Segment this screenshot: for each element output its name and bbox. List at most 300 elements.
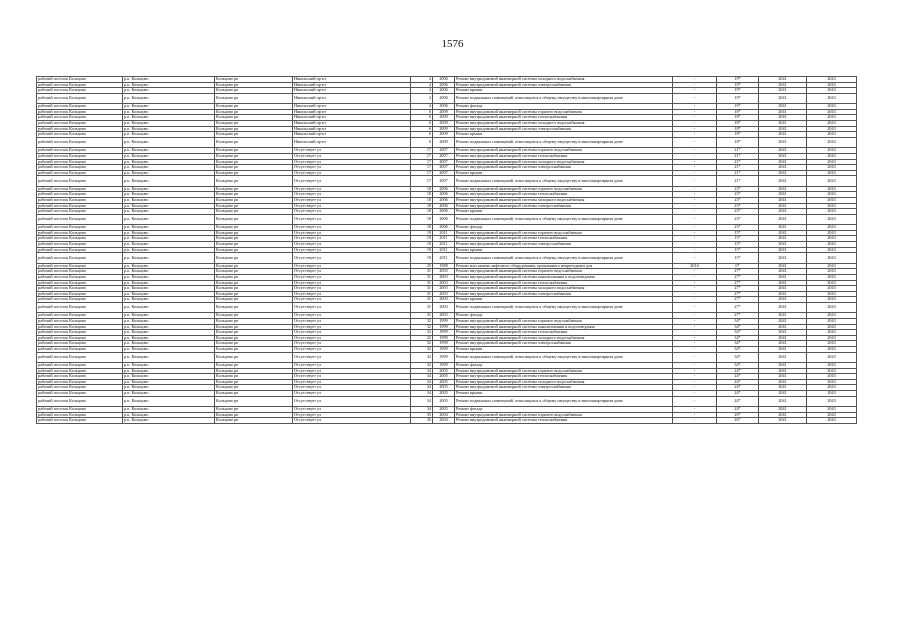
lift-year-cell: - (673, 104, 717, 110)
build-year-cell: 2003 (433, 313, 455, 319)
build-year-cell: 2011 (433, 247, 455, 253)
street-cell: Отсутствует ул (293, 324, 411, 330)
settlement-cell: р.п. Кольцово (123, 269, 215, 275)
plan-start-cell: 2041 (759, 263, 807, 269)
lift-year-cell: - (673, 225, 717, 231)
plan-start-cell: 2041 (759, 93, 807, 104)
municipality-cell: рабочий поселок Кольцово (37, 93, 123, 104)
wear-cell: 34* (717, 324, 759, 330)
municipality-cell: рабочий поселок Кольцово (37, 225, 123, 231)
lift-year-cell: - (673, 93, 717, 104)
wear-cell: 23* (717, 214, 759, 225)
house-number-cell: 32 (411, 352, 433, 363)
locality-cell: Кольцово рп (215, 214, 293, 225)
plan-end-cell: 2043 (807, 230, 857, 236)
wear-cell: 26* (717, 412, 759, 418)
locality-cell: Кольцово рп (215, 324, 293, 330)
lift-year-cell: - (673, 115, 717, 121)
street-cell: Отсутствует ул (293, 341, 411, 347)
plan-end-cell: 2043 (807, 274, 857, 280)
plan-start-cell: 2041 (759, 291, 807, 297)
plan-end-cell: 2043 (807, 126, 857, 132)
locality-cell: Кольцово рп (215, 269, 293, 275)
house-number-cell: 18 (411, 198, 433, 204)
table-row (37, 253, 857, 264)
build-year-cell: 2009 (433, 132, 455, 138)
locality-cell: Кольцово рп (215, 186, 293, 192)
locality-cell: Кольцово рп (215, 313, 293, 319)
wear-cell: 15* (717, 236, 759, 242)
house-number-cell: 4 (411, 104, 433, 110)
wear-cell: 34* (717, 319, 759, 325)
municipality-cell: рабочий поселок Кольцово (37, 302, 123, 313)
work-type-cell: Ремонт внутридомовой инженерной системы канализования и водоотведения (455, 324, 673, 330)
plan-end-cell: 2043 (807, 170, 857, 176)
build-year-cell: 2011 (433, 236, 455, 242)
street-cell: Никольский пр-кт (293, 93, 411, 104)
lift-year-cell: - (673, 159, 717, 165)
build-year-cell: 2004 (433, 412, 455, 418)
build-year-cell: 2006 (433, 198, 455, 204)
municipality-cell: рабочий поселок Кольцово (37, 363, 123, 369)
street-cell: Отсутствует ул (293, 214, 411, 225)
locality-cell: Кольцово рп (215, 236, 293, 242)
locality-cell: Кольцово рп (215, 88, 293, 94)
locality-cell: Кольцово рп (215, 418, 293, 424)
municipality-cell: рабочий поселок Кольцово (37, 374, 123, 380)
house-number-cell: 17 (411, 159, 433, 165)
plan-end-cell: 2043 (807, 363, 857, 369)
build-year-cell: 1999 (433, 352, 455, 363)
build-year-cell: 2005 (433, 396, 455, 407)
municipality-cell: рабочий поселок Кольцово (37, 346, 123, 352)
wear-cell: 19* (717, 77, 759, 83)
settlement-cell: р.п. Кольцово (123, 153, 215, 159)
lift-year-cell: - (673, 379, 717, 385)
settlement-cell: р.п. Кольцово (123, 418, 215, 424)
wear-cell: 19* (717, 88, 759, 94)
work-type-cell: Ремонт крыши (455, 346, 673, 352)
plan-end-cell: 2043 (807, 335, 857, 341)
work-type-cell: Ремонт крыши (455, 209, 673, 215)
build-year-cell: 1988 (433, 263, 455, 269)
settlement-cell: р.п. Кольцово (123, 242, 215, 248)
work-type-cell: Ремонт внутридомовой инженерной системы теплоснабжения (455, 192, 673, 198)
table-row (37, 137, 857, 148)
lift-year-cell: - (673, 330, 717, 336)
lift-year-cell: - (673, 335, 717, 341)
plan-end-cell: 2043 (807, 253, 857, 264)
plan-start-cell: 2041 (759, 137, 807, 148)
work-type-cell: Ремонт внутридомовой инженерной системы электроснабжения (455, 165, 673, 171)
work-type-cell: Ремонт внутридомовой инженерной системы холодного водоснабжения (455, 335, 673, 341)
settlement-cell: р.п. Кольцово (123, 192, 215, 198)
lift-year-cell: - (673, 247, 717, 253)
street-cell: Никольский пр-кт (293, 82, 411, 88)
work-type-cell: Ремонт крыши (455, 132, 673, 138)
settlement-cell: р.п. Кольцово (123, 363, 215, 369)
work-type-cell: Ремонт внутридомовой инженерной системы электроснабжения (455, 203, 673, 209)
lift-year-cell: - (673, 302, 717, 313)
street-cell: Отсутствует ул (293, 253, 411, 264)
house-number-cell: 31 (411, 269, 433, 275)
page-number: 1576 (441, 38, 464, 50)
lift-year-cell: - (673, 77, 717, 83)
work-type-cell: Ремонт фасада (455, 225, 673, 231)
house-number-cell: 6 (411, 126, 433, 132)
wear-cell: 24* (717, 374, 759, 380)
house-number-cell: 17 (411, 176, 433, 187)
work-type-cell: Ремонт внутридомовой инженерной системы горячего водоснабжения (455, 269, 673, 275)
settlement-cell: р.п. Кольцово (123, 186, 215, 192)
house-number-cell: 34 (411, 385, 433, 391)
work-type-cell: Ремонт подвальных помещений, относящихся к общему имуществу в многоквартирном доме (455, 93, 673, 104)
municipality-cell: рабочий поселок Кольцово (37, 286, 123, 292)
house-number-cell: 32 (411, 319, 433, 325)
settlement-cell: р.п. Кольцово (123, 253, 215, 264)
lift-year-cell: - (673, 363, 717, 369)
settlement-cell: р.п. Кольцово (123, 126, 215, 132)
plan-start-cell: 2041 (759, 407, 807, 413)
settlement-cell: р.п. Кольцово (123, 297, 215, 303)
street-cell: Никольский пр-кт (293, 121, 411, 127)
build-year-cell: 1999 (433, 319, 455, 325)
build-year-cell: 2011 (433, 253, 455, 264)
repair-schedule-table-container (36, 76, 856, 424)
build-year-cell: 2004 (433, 418, 455, 424)
plan-end-cell: 2043 (807, 391, 857, 397)
settlement-cell: р.п. Кольцово (123, 396, 215, 407)
plan-start-cell: 2041 (759, 186, 807, 192)
locality-cell: Кольцово рп (215, 132, 293, 138)
build-year-cell: 2003 (433, 269, 455, 275)
locality-cell: Кольцово рп (215, 104, 293, 110)
build-year-cell: 2006 (433, 203, 455, 209)
work-type-cell: Ремонт внутридомовой инженерной системы холодного водоснабжения (455, 286, 673, 292)
locality-cell: Кольцово рп (215, 274, 293, 280)
wear-cell: 21* (717, 153, 759, 159)
wear-cell: 24* (717, 391, 759, 397)
build-year-cell: 2003 (433, 302, 455, 313)
plan-end-cell: 2043 (807, 418, 857, 424)
work-type-cell: Ремонт внутридомовой инженерной системы холодного водоснабжения (455, 379, 673, 385)
build-year-cell: 2007 (433, 148, 455, 154)
house-number-cell: 32 (411, 363, 433, 369)
wear-cell: 34* (717, 346, 759, 352)
municipality-cell: рабочий поселок Кольцово (37, 352, 123, 363)
work-type-cell: Ремонт подвальных помещений, относящихся к общему имуществу в многоквартирном доме (455, 396, 673, 407)
house-number-cell: 31 (411, 302, 433, 313)
build-year-cell: 2009 (433, 115, 455, 121)
wear-cell: 18* (717, 115, 759, 121)
plan-start-cell: 2041 (759, 374, 807, 380)
street-cell: Никольский пр-кт (293, 115, 411, 121)
settlement-cell: р.п. Кольцово (123, 341, 215, 347)
locality-cell: Кольцово рп (215, 352, 293, 363)
wear-cell: 15* (717, 253, 759, 264)
locality-cell: Кольцово рп (215, 263, 293, 269)
plan-end-cell: 2043 (807, 203, 857, 209)
plan-start-cell: 2041 (759, 126, 807, 132)
work-type-cell: Ремонт крыши (455, 297, 673, 303)
municipality-cell: рабочий поселок Кольцово (37, 418, 123, 424)
work-type-cell: Ремонт внутридомовой инженерной системы электроснабжения (455, 242, 673, 248)
wear-cell: 27* (717, 269, 759, 275)
settlement-cell: р.п. Кольцово (123, 88, 215, 94)
street-cell: Отсутствует ул (293, 203, 411, 209)
plan-start-cell: 2041 (759, 77, 807, 83)
lift-year-cell: - (673, 385, 717, 391)
locality-cell: Кольцово рп (215, 176, 293, 187)
lift-year-cell: - (673, 121, 717, 127)
work-type-cell: Ремонт внутридомовой инженерной системы теплоснабжения (455, 330, 673, 336)
settlement-cell: р.п. Кольцово (123, 302, 215, 313)
plan-end-cell: 2043 (807, 192, 857, 198)
street-cell: Отсутствует ул (293, 274, 411, 280)
plan-start-cell: 2041 (759, 352, 807, 363)
street-cell: Отсутствует ул (293, 170, 411, 176)
municipality-cell: рабочий поселок Кольцово (37, 385, 123, 391)
locality-cell: Кольцово рп (215, 126, 293, 132)
lift-year-cell: - (673, 291, 717, 297)
house-number-cell: 18 (411, 203, 433, 209)
locality-cell: Кольцово рп (215, 391, 293, 397)
build-year-cell: 2009 (433, 121, 455, 127)
locality-cell: Кольцово рп (215, 368, 293, 374)
plan-end-cell: 2043 (807, 302, 857, 313)
locality-cell: Кольцово рп (215, 242, 293, 248)
municipality-cell: рабочий поселок Кольцово (37, 269, 123, 275)
street-cell: Отсутствует ул (293, 263, 411, 269)
build-year-cell: 2006 (433, 104, 455, 110)
work-type-cell: Ремонт внутридомовой инженерной системы холодного водоснабжения (455, 77, 673, 83)
build-year-cell: 2005 (433, 391, 455, 397)
build-year-cell: 2005 (433, 374, 455, 380)
house-number-cell: 34 (411, 368, 433, 374)
house-number-cell: 4 (411, 77, 433, 83)
plan-end-cell: 2043 (807, 104, 857, 110)
plan-start-cell: 2041 (759, 391, 807, 397)
house-number-cell: 31 (411, 291, 433, 297)
street-cell: Отсутствует ул (293, 247, 411, 253)
build-year-cell: 2009 (433, 137, 455, 148)
street-cell: Отсутствует ул (293, 385, 411, 391)
plan-end-cell: 2043 (807, 313, 857, 319)
house-number-cell: 25 (411, 263, 433, 269)
plan-start-cell: 2041 (759, 286, 807, 292)
wear-cell: 24* (717, 396, 759, 407)
plan-end-cell: 2043 (807, 209, 857, 215)
street-cell: Отсутствует ул (293, 291, 411, 297)
house-number-cell: 17 (411, 170, 433, 176)
build-year-cell: 2005 (433, 385, 455, 391)
work-type-cell: Ремонт или замена лифтового оборудования, признанного непригодным для (455, 263, 673, 269)
house-number-cell: 19 (411, 242, 433, 248)
plan-end-cell: 2043 (807, 77, 857, 83)
work-type-cell: Ремонт внутридомовой инженерной системы холодного водоснабжения (455, 159, 673, 165)
lift-year-cell: - (673, 407, 717, 413)
work-type-cell: Ремонт внутридомовой инженерной системы теплоснабжения (455, 236, 673, 242)
work-type-cell: Ремонт подвальных помещений, относящихся к общему имуществу в многоквартирном доме (455, 137, 673, 148)
work-type-cell: Ремонт внутридомовой инженерной системы электроснабжения (455, 82, 673, 88)
settlement-cell: р.п. Кольцово (123, 291, 215, 297)
plan-start-cell: 2041 (759, 346, 807, 352)
plan-end-cell: 2043 (807, 286, 857, 292)
municipality-cell: рабочий поселок Кольцово (37, 368, 123, 374)
work-type-cell: Ремонт фасада (455, 363, 673, 369)
build-year-cell: 2005 (433, 368, 455, 374)
locality-cell: Кольцово рп (215, 230, 293, 236)
plan-end-cell: 2043 (807, 137, 857, 148)
street-cell: Отсутствует ул (293, 335, 411, 341)
street-cell: Отсутствует ул (293, 391, 411, 397)
wear-cell: 24* (717, 379, 759, 385)
wear-cell: 21* (717, 159, 759, 165)
lift-year-cell: 2016 (673, 263, 717, 269)
wear-cell: 34* (717, 363, 759, 369)
street-cell: Никольский пр-кт (293, 137, 411, 148)
plan-start-cell: 2041 (759, 109, 807, 115)
street-cell: Отсутствует ул (293, 198, 411, 204)
house-number-cell: 6 (411, 137, 433, 148)
work-type-cell: Ремонт внутридомовой инженерной системы горячего водоснабжения (455, 148, 673, 154)
house-number-cell: 19 (411, 253, 433, 264)
work-type-cell: Ремонт подвальных помещений, относящихся к общему имуществу в многоквартирном доме (455, 176, 673, 187)
locality-cell: Кольцово рп (215, 346, 293, 352)
wear-cell: 34* (717, 330, 759, 336)
plan-start-cell: 2041 (759, 82, 807, 88)
locality-cell: Кольцово рп (215, 165, 293, 171)
plan-end-cell: 2043 (807, 148, 857, 154)
lift-year-cell: - (673, 269, 717, 275)
settlement-cell: р.п. Кольцово (123, 170, 215, 176)
street-cell: Отсутствует ул (293, 176, 411, 187)
street-cell: Отсутствует ул (293, 148, 411, 154)
work-type-cell: Ремонт крыши (455, 170, 673, 176)
settlement-cell: р.п. Кольцово (123, 374, 215, 380)
locality-cell: Кольцово рп (215, 148, 293, 154)
work-type-cell: Ремонт внутридомовой инженерной системы холодного водоснабжения (455, 198, 673, 204)
municipality-cell: рабочий поселок Кольцово (37, 192, 123, 198)
lift-year-cell: - (673, 198, 717, 204)
municipality-cell: рабочий поселок Кольцово (37, 209, 123, 215)
house-number-cell: 6 (411, 121, 433, 127)
plan-start-cell: 2041 (759, 335, 807, 341)
wear-cell: 27* (717, 291, 759, 297)
lift-year-cell: - (673, 203, 717, 209)
plan-end-cell: 2043 (807, 247, 857, 253)
settlement-cell: р.п. Кольцово (123, 407, 215, 413)
wear-cell: 23* (717, 186, 759, 192)
lift-year-cell: - (673, 352, 717, 363)
settlement-cell: р.п. Кольцово (123, 230, 215, 236)
locality-cell: Кольцово рп (215, 374, 293, 380)
settlement-cell: р.п. Кольцово (123, 391, 215, 397)
work-type-cell: Ремонт фасада (455, 407, 673, 413)
locality-cell: Кольцово рп (215, 280, 293, 286)
plan-end-cell: 2043 (807, 324, 857, 330)
table-row (37, 176, 857, 187)
locality-cell: Кольцово рп (215, 192, 293, 198)
build-year-cell: 2006 (433, 214, 455, 225)
municipality-cell: рабочий поселок Кольцово (37, 242, 123, 248)
build-year-cell: 2009 (433, 109, 455, 115)
plan-end-cell: 2043 (807, 165, 857, 171)
plan-end-cell: 2043 (807, 153, 857, 159)
street-cell: Отсутствует ул (293, 379, 411, 385)
locality-cell: Кольцово рп (215, 247, 293, 253)
work-type-cell: Ремонт внутридомовой инженерной системы горячего водоснабжения (455, 319, 673, 325)
house-number-cell: 34 (411, 407, 433, 413)
locality-cell: Кольцово рп (215, 286, 293, 292)
lift-year-cell: - (673, 137, 717, 148)
build-year-cell: 2003 (433, 280, 455, 286)
build-year-cell: 2009 (433, 126, 455, 132)
plan-start-cell: 2041 (759, 396, 807, 407)
municipality-cell: рабочий поселок Кольцово (37, 236, 123, 242)
locality-cell: Кольцово рп (215, 153, 293, 159)
house-number-cell: 34 (411, 379, 433, 385)
build-year-cell: 2006 (433, 209, 455, 215)
street-cell: Никольский пр-кт (293, 126, 411, 132)
build-year-cell: 2006 (433, 225, 455, 231)
plan-end-cell: 2043 (807, 330, 857, 336)
street-cell: Отсутствует ул (293, 352, 411, 363)
settlement-cell: р.п. Кольцово (123, 93, 215, 104)
plan-end-cell: 2043 (807, 115, 857, 121)
work-type-cell: Ремонт внутридомовой инженерной системы теплоснабжения (455, 280, 673, 286)
wear-cell: 18* (717, 109, 759, 115)
settlement-cell: р.п. Кольцово (123, 214, 215, 225)
house-number-cell: 18 (411, 209, 433, 215)
house-number-cell: 31 (411, 280, 433, 286)
house-number-cell: 32 (411, 324, 433, 330)
settlement-cell: р.п. Кольцово (123, 385, 215, 391)
plan-start-cell: 2041 (759, 319, 807, 325)
plan-start-cell: 2041 (759, 104, 807, 110)
municipality-cell: рабочий поселок Кольцово (37, 247, 123, 253)
house-number-cell: 31 (411, 286, 433, 292)
municipality-cell: рабочий поселок Кольцово (37, 132, 123, 138)
work-type-cell: Ремонт внутридомовой инженерной системы горячего водоснабжения (455, 186, 673, 192)
plan-start-cell: 2041 (759, 253, 807, 264)
municipality-cell: рабочий поселок Кольцово (37, 379, 123, 385)
municipality-cell: рабочий поселок Кольцово (37, 313, 123, 319)
street-cell: Отсутствует ул (293, 396, 411, 407)
wear-cell: 27* (717, 280, 759, 286)
table-body (37, 77, 857, 424)
locality-cell: Кольцово рп (215, 203, 293, 209)
locality-cell: Кольцово рп (215, 77, 293, 83)
locality-cell: Кольцово рп (215, 385, 293, 391)
house-number-cell: 35 (411, 412, 433, 418)
plan-start-cell: 2041 (759, 363, 807, 369)
lift-year-cell: - (673, 176, 717, 187)
settlement-cell: р.п. Кольцово (123, 379, 215, 385)
wear-cell: 26* (717, 418, 759, 424)
plan-start-cell: 2041 (759, 176, 807, 187)
house-number-cell: 34 (411, 374, 433, 380)
plan-end-cell: 2043 (807, 225, 857, 231)
municipality-cell: рабочий поселок Кольцово (37, 319, 123, 325)
plan-end-cell: 2043 (807, 379, 857, 385)
settlement-cell: р.п. Кольцово (123, 324, 215, 330)
municipality-cell: рабочий поселок Кольцово (37, 170, 123, 176)
wear-cell: 27* (717, 313, 759, 319)
plan-end-cell: 2043 (807, 396, 857, 407)
house-number-cell: 32 (411, 346, 433, 352)
plan-start-cell: 2041 (759, 247, 807, 253)
